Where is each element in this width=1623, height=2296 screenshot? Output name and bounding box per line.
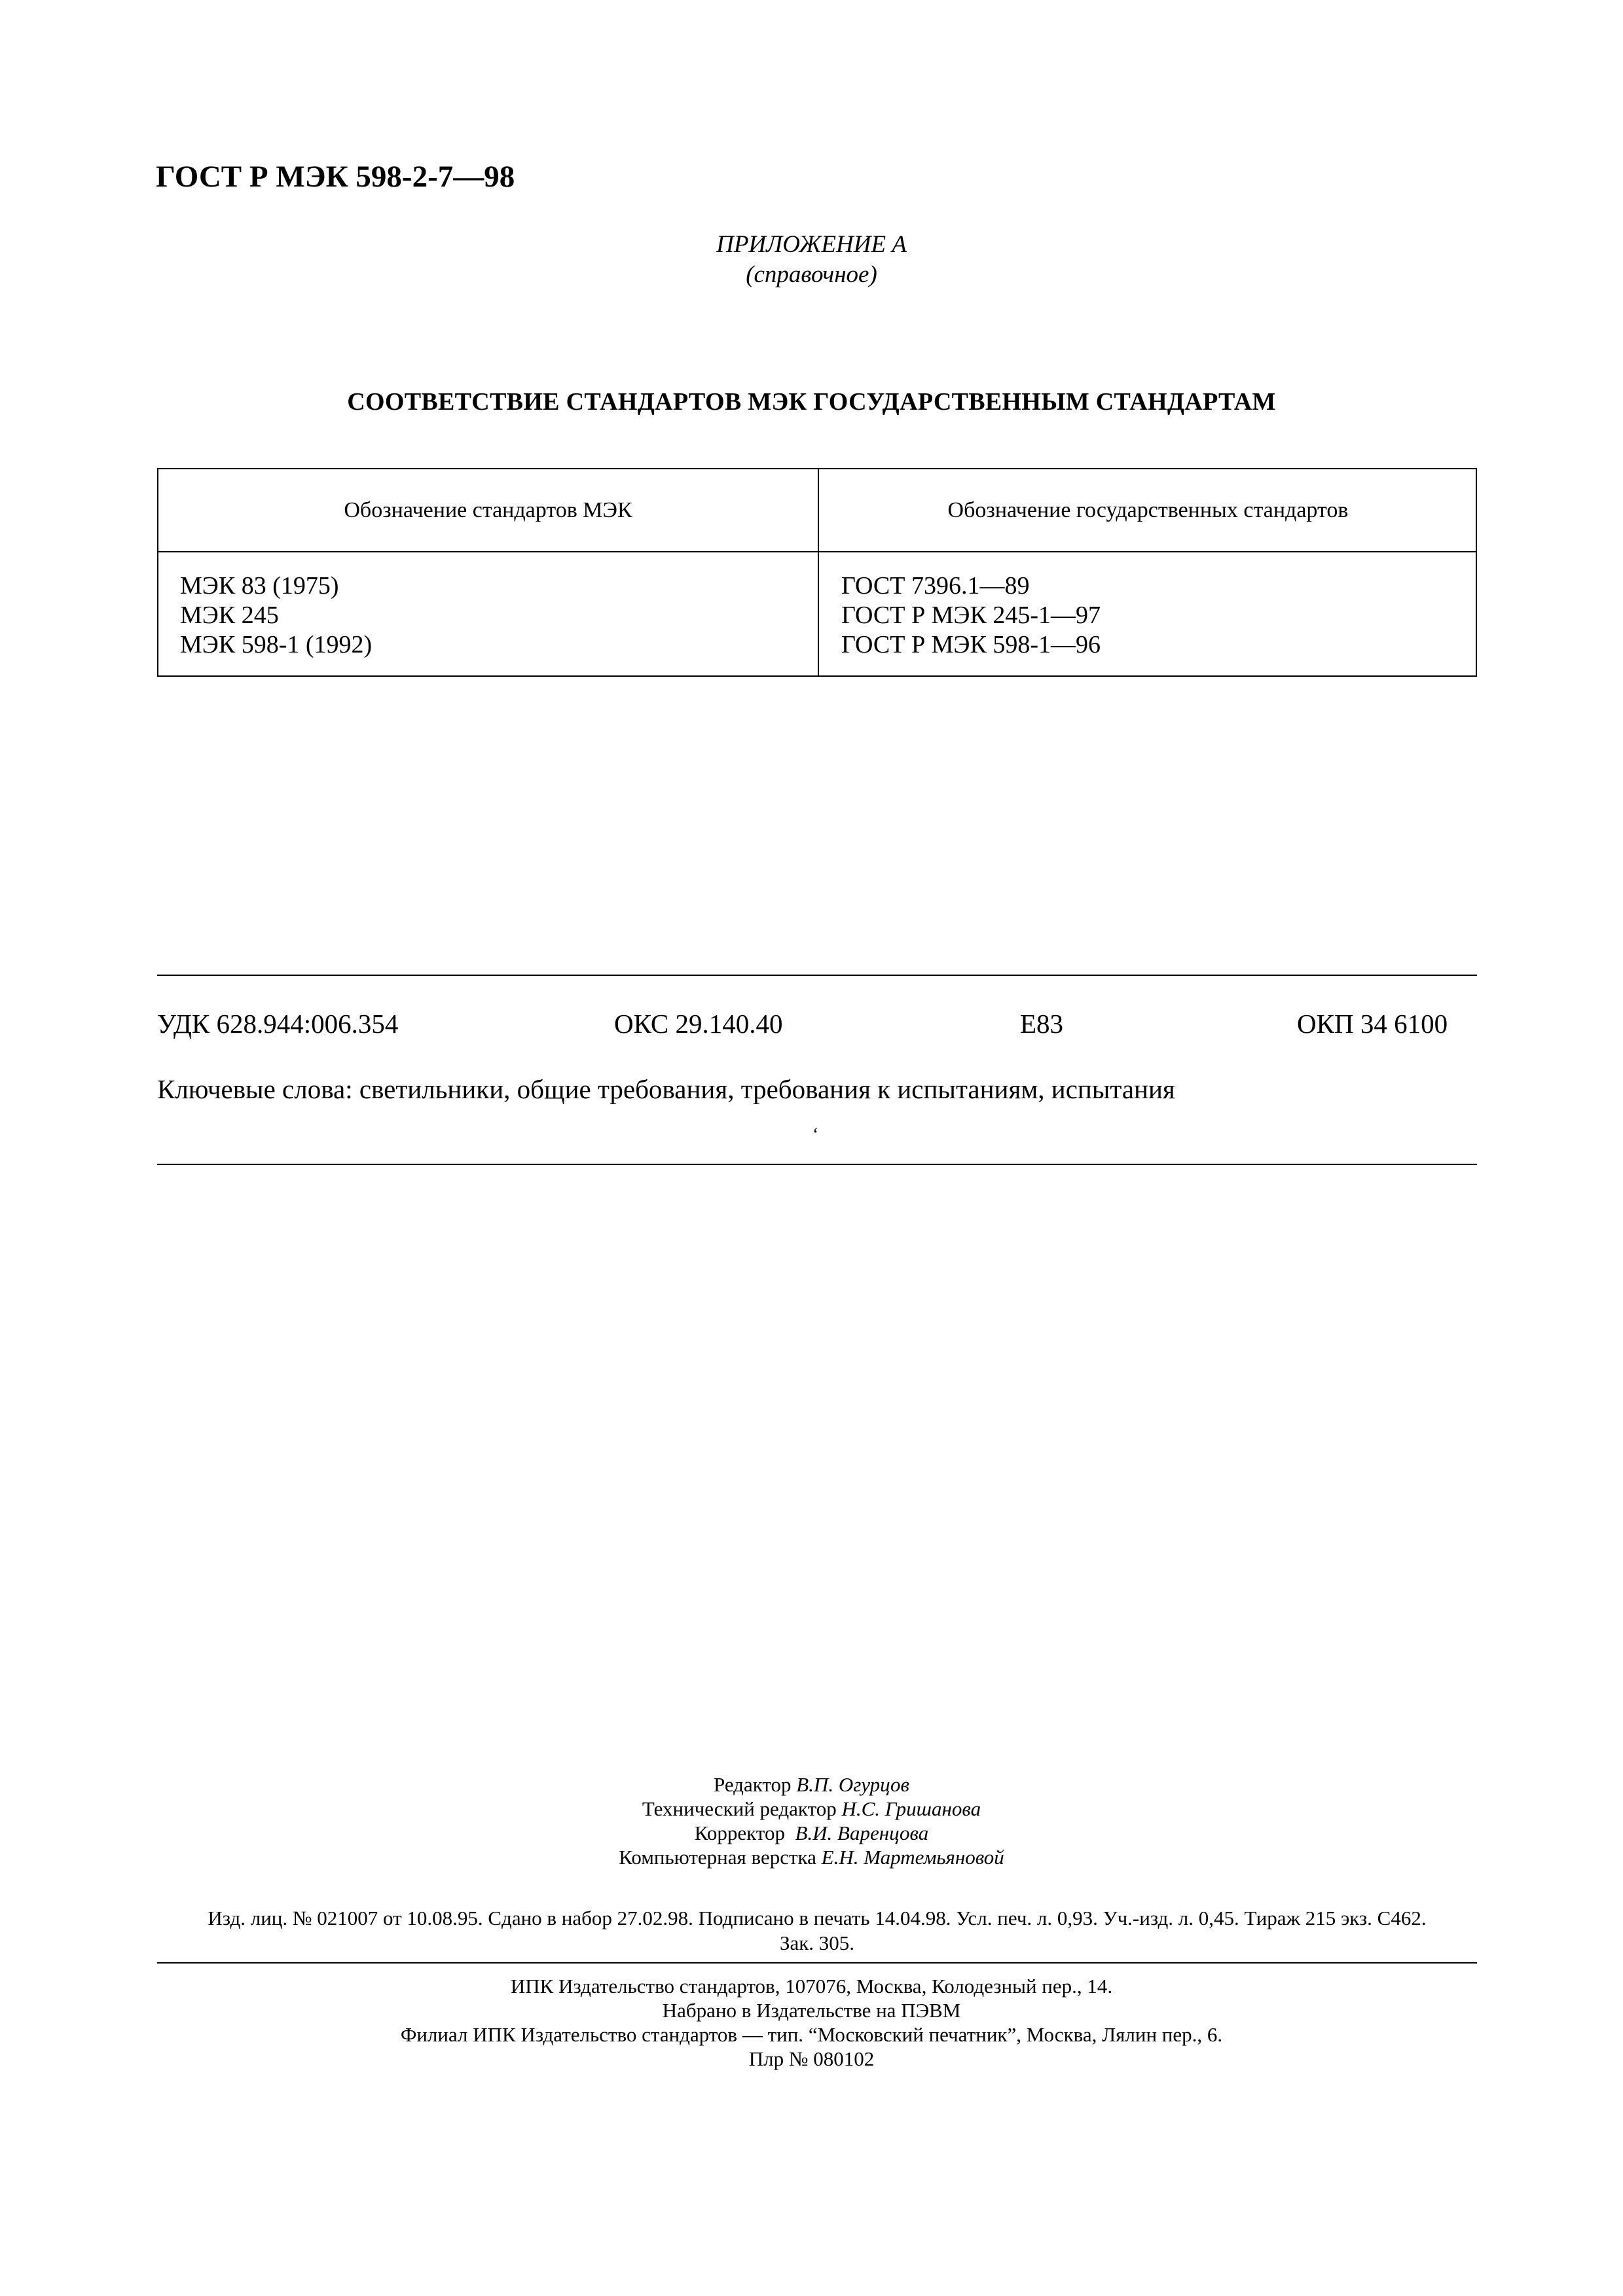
- table-header-gost: Обозначение государственных стандартов: [947, 498, 1349, 522]
- table-cell: ГОСТ Р МЭК 245-1—97: [841, 601, 1101, 629]
- rule-imprint: [157, 1962, 1477, 1964]
- credit-line: Редактор В.П. Огурцов: [713, 1773, 909, 1796]
- credits: [0, 1772, 1623, 1869]
- table-header-iec: Обозначение стандартов МЭК: [344, 498, 632, 522]
- rule-bottom: [157, 1164, 1477, 1165]
- imprint-line: Зак. 305.: [779, 1931, 855, 1954]
- category-code: Е83: [1020, 1009, 1064, 1039]
- publisher-line: Набрано в Издательстве на ПЭВМ: [662, 1999, 961, 2022]
- header-divider: [158, 551, 1476, 552]
- publisher-line: Плр № 080102: [748, 2047, 875, 2070]
- credit-line: Корректор В.И. Варенцова: [694, 1821, 929, 1844]
- document-id: ГОСТ Р МЭК 598-2-7—98: [156, 160, 515, 194]
- publisher-info: [0, 1974, 1623, 2071]
- credit-line: Компьютерная верстка Е.Н. Мартемьяновой: [619, 1846, 1004, 1869]
- table-cell: ГОСТ Р МЭК 598-1—96: [841, 631, 1101, 658]
- publisher-line: ИПК Издательство стандартов, 107076, Москва, Колодезный пер., 14.: [510, 1975, 1113, 1998]
- appendix-title: ПРИЛОЖЕНИЕ А: [716, 231, 907, 258]
- table-cell: МЭК 598-1 (1992): [180, 631, 373, 658]
- okp-code: ОКП 34 6100: [1297, 1009, 1448, 1039]
- standards-table: [157, 468, 1477, 677]
- rule-top: [157, 975, 1477, 976]
- appendix-heading: СООТВЕТСТВИЕ СТАНДАРТОВ МЭК ГОСУДАРСТВЕННЫМ СТАНДАРТАМ: [347, 388, 1276, 416]
- table-cell: МЭК 245: [180, 601, 279, 629]
- udk-code: УДК 628.944:006.354: [157, 1009, 399, 1039]
- credit-line: Технический редактор Н.С. Гришанова: [642, 1797, 981, 1820]
- stray-mark: ‘: [812, 1124, 819, 1145]
- table-cell: ГОСТ 7396.1—89: [841, 572, 1030, 600]
- table-cell: МЭК 83 (1975): [180, 572, 339, 600]
- publisher-line: Филиал ИПК Издательство стандартов — тип. “Московский печатник”, Москва, Лялин пер., 6.: [400, 2023, 1223, 2046]
- imprint: [157, 1906, 1477, 1956]
- keywords: Ключевые слова: светильники, общие требования, требования к испытаниям, испытания: [157, 1074, 1175, 1104]
- gost-standards-cell: [841, 571, 1101, 660]
- appendix-subtitle: (справочное): [746, 261, 877, 288]
- iec-standards-cell: [180, 571, 372, 660]
- oks-code: ОКС 29.140.40: [614, 1009, 783, 1039]
- imprint-line: Изд. лиц. № 021007 от 10.08.95. Сдано в набор 27.02.98. Подписано в печать 14.04.98. Усл. печ. л. 0,93. Уч.-изд. л. 0,45. Тираж 215 экз. С462.: [208, 1907, 1427, 1929]
